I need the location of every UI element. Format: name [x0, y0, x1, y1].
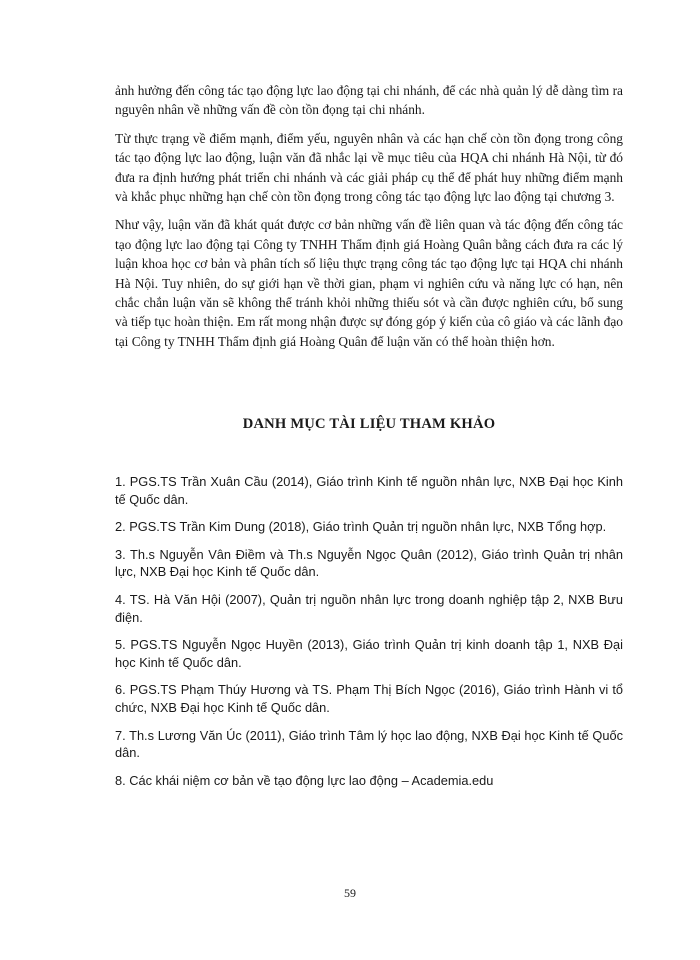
- reference-item-5: 5. PGS.TS Nguyễn Ngọc Huyền (2013), Giáo trình Quản trị kinh doanh tập 1, NXB Đại học Kinh tế Quốc dân.: [115, 637, 623, 670]
- references-list: [115, 473, 623, 799]
- reference-item-8: 8. Các khái niệm cơ bản về tạo động lực lao động – Academia.edu: [115, 772, 494, 788]
- reference-item-3: 3. Th.s Nguyễn Vân Điềm và Th.s Nguyễn Ngọc Quân (2012), Giáo trình Quản trị nhân lực, NXB Đại học Kinh tế Quốc dân.: [115, 546, 623, 580]
- conclusion-body: [115, 81, 623, 360]
- reference-item-6: 6. PGS.TS Phạm Thúy Hương và TS. Phạm Thị Bích Ngọc (2016), Giáo trình Hành vi tổ chức, NXB Đại học Kinh tế Quốc dân.: [115, 682, 623, 715]
- reference-item-4: 4. TS. Hà Văn Hội (2007), Quản trị nguồn nhân lực trong doanh nghiệp tập 2, NXB Bưu điện.: [115, 591, 623, 625]
- reference-item-1: 1. PGS.TS Trần Xuân Cầu (2014), Giáo trình Kinh tế nguồn nhân lực, NXB Đại học Kinh tế Quốc dân.: [115, 474, 623, 507]
- reference-item-7: 7. Th.s Lương Văn Úc (2011), Giáo trình Tâm lý học lao động, NXB Đại học Kinh tế Quốc dân.: [115, 727, 623, 761]
- paragraph-3: Như vậy, luận văn đã khát quát được cơ bản những vấn đề liên quan và tác động đến công tác tạo động lực lao động tại Công ty TNHH Thẩm định giá Hoàng Quân bằng cách đưa ra các lý luận khoa học cơ bản và phân tích số liệu thực trạng công tác tạo động lực tại HQA chi nhánh Hà Nội. Tuy nhiên, do sự giới hạn về thời gian, phạm vi nghiên cứu và năng lực có hạn, nên chắc chắn luận văn sẽ không thể tránh khỏi những thiếu sót và cần được nghiên cứu, bổ sung và tiếp tục hoàn thiện. Em rất mong nhận được sự đóng góp ý kiến của cô giáo và các lãnh đạo tại Công ty TNHH Thẩm định giá Hoàng Quân để luận văn có thể hoàn thiện hơn.: [115, 217, 623, 349]
- reference-item-2: 2. PGS.TS Trần Kim Dung (2018), Giáo trình Quản trị nguồn nhân lực, NXB Tổng hợp.: [115, 519, 607, 535]
- paragraph-2: Từ thực trạng về điểm mạnh, điểm yếu, nguyên nhân và các hạn chế còn tồn đọng trong công tác tạo động lực lao động, luận văn đã nhắc lại về mục tiêu của HQA chi nhánh Hà Nội, từ đó đưa ra định hướng phát triển chi nhánh và các giải pháp cụ thể để phát huy những điểm mạnh và khắc phục những hạn chế còn tồn đọng trong công tác tạo động lực lao động tại chương 3.: [115, 130, 623, 205]
- page-number: 59: [344, 886, 356, 900]
- paragraph-1: ảnh hưởng đến công tác tạo động lực lao động tại chi nhánh, để các nhà quản lý dễ dàng tìm ra nguyên nhân về những vấn đề còn tồn đọng tại chi nhánh.: [115, 83, 623, 118]
- references-heading: DANH MỤC TÀI LIỆU THAM KHẢO: [242, 416, 496, 432]
